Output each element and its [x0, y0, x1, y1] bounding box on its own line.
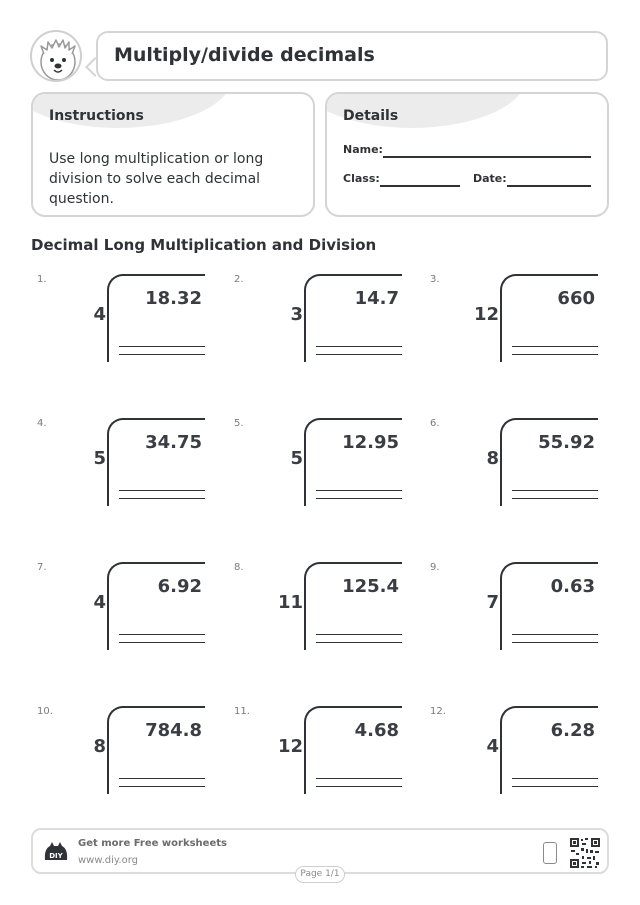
answer-line[interactable]	[512, 786, 598, 787]
question-number: 7.	[37, 562, 47, 573]
instructions-panel	[31, 92, 315, 217]
dividend: 18.32	[145, 288, 202, 309]
divisor: 4	[486, 736, 499, 757]
answer-line[interactable]	[119, 642, 205, 643]
name-field[interactable]	[383, 156, 591, 158]
question-item	[31, 706, 211, 806]
dividend: 784.8	[145, 720, 202, 741]
answer-line[interactable]	[512, 354, 598, 355]
divisor: 3	[290, 304, 303, 325]
division-bracket	[500, 418, 598, 506]
dividend: 0.63	[550, 576, 595, 597]
title-box	[96, 31, 608, 81]
question-item	[228, 274, 408, 374]
answer-line[interactable]	[119, 354, 205, 355]
diy-logo-text: DIY	[49, 852, 63, 860]
answer-line[interactable]	[316, 642, 402, 643]
division-bracket	[500, 562, 598, 650]
answer-line[interactable]	[316, 490, 402, 491]
divisor: 11	[277, 592, 303, 613]
division-bracket	[500, 274, 598, 362]
division-bracket	[107, 562, 205, 650]
question-number: 3.	[430, 274, 440, 285]
question-number: 4.	[37, 418, 47, 429]
question-item	[228, 418, 408, 518]
divisor: 7	[486, 592, 499, 613]
dividend: 6.28	[550, 720, 595, 741]
answer-line[interactable]	[512, 490, 598, 491]
divisor: 12	[473, 304, 499, 325]
answer-line[interactable]	[316, 778, 402, 779]
diy-logo-icon[interactable]	[42, 840, 70, 864]
dividend: 6.92	[157, 576, 202, 597]
divisor: 8	[93, 736, 106, 757]
divisor: 4	[93, 304, 106, 325]
dividend: 55.92	[538, 432, 595, 453]
answer-line[interactable]	[512, 778, 598, 779]
dividend: 14.7	[354, 288, 399, 309]
footer-url[interactable]: www.diy.org	[78, 855, 138, 866]
question-item	[424, 562, 604, 662]
question-number: 2.	[234, 274, 244, 285]
division-bracket	[107, 418, 205, 506]
division-bracket	[107, 274, 205, 362]
mascot-avatar-icon	[30, 30, 82, 82]
footer-tagline: Get more Free worksheets	[78, 838, 227, 849]
answer-line[interactable]	[316, 634, 402, 635]
question-number: 1.	[37, 274, 47, 285]
details-panel	[325, 92, 609, 217]
instructions-text: Use long multiplication or long division to solve each decimal question.	[49, 151, 264, 207]
answer-line[interactable]	[316, 354, 402, 355]
question-item	[228, 706, 408, 806]
answer-line[interactable]	[119, 490, 205, 491]
divisor: 5	[290, 448, 303, 469]
answer-line[interactable]	[316, 346, 402, 347]
answer-line[interactable]	[119, 498, 205, 499]
dividend: 4.68	[354, 720, 399, 741]
qr-code-icon	[569, 837, 601, 869]
question-number: 5.	[234, 418, 244, 429]
answer-line[interactable]	[316, 498, 402, 499]
dividend: 660	[557, 288, 595, 309]
answer-line[interactable]	[512, 634, 598, 635]
dividend: 125.4	[342, 576, 399, 597]
question-item	[424, 706, 604, 806]
answer-line[interactable]	[316, 786, 402, 787]
divisor: 12	[277, 736, 303, 757]
section-title: Decimal Long Multiplication and Division	[31, 236, 377, 254]
divisor: 4	[93, 592, 106, 613]
name-label: Name:	[343, 143, 383, 156]
dividend: 12.95	[342, 432, 399, 453]
dividend: 34.75	[145, 432, 202, 453]
class-field[interactable]	[380, 185, 460, 187]
division-bracket	[304, 562, 402, 650]
phone-icon	[543, 842, 557, 864]
question-item	[424, 274, 604, 374]
question-item	[31, 562, 211, 662]
question-item	[424, 418, 604, 518]
divisor: 8	[486, 448, 499, 469]
page-indicator: Page 1/1	[295, 866, 345, 883]
answer-line[interactable]	[512, 642, 598, 643]
division-bracket	[304, 274, 402, 362]
instructions-heading: Instructions	[49, 108, 144, 124]
answer-line[interactable]	[119, 346, 205, 347]
division-bracket	[304, 706, 402, 794]
question-number: 10.	[37, 706, 53, 717]
question-number: 12.	[430, 706, 446, 717]
question-number: 9.	[430, 562, 440, 573]
question-item	[31, 418, 211, 518]
page-title: Multiply/divide decimals	[114, 44, 375, 66]
answer-line[interactable]	[119, 778, 205, 779]
division-bracket	[500, 706, 598, 794]
question-number: 6.	[430, 418, 440, 429]
answer-line[interactable]	[119, 786, 205, 787]
date-field[interactable]	[507, 185, 591, 187]
answer-line[interactable]	[512, 498, 598, 499]
divisor: 5	[93, 448, 106, 469]
answer-line[interactable]	[512, 346, 598, 347]
question-number: 8.	[234, 562, 244, 573]
division-bracket	[107, 706, 205, 794]
question-item	[228, 562, 408, 662]
division-bracket	[304, 418, 402, 506]
class-label: Class:	[343, 172, 380, 185]
question-number: 11.	[234, 706, 250, 717]
details-heading: Details	[343, 108, 399, 124]
answer-line[interactable]	[119, 634, 205, 635]
date-label: Date:	[473, 172, 507, 185]
question-item	[31, 274, 211, 374]
